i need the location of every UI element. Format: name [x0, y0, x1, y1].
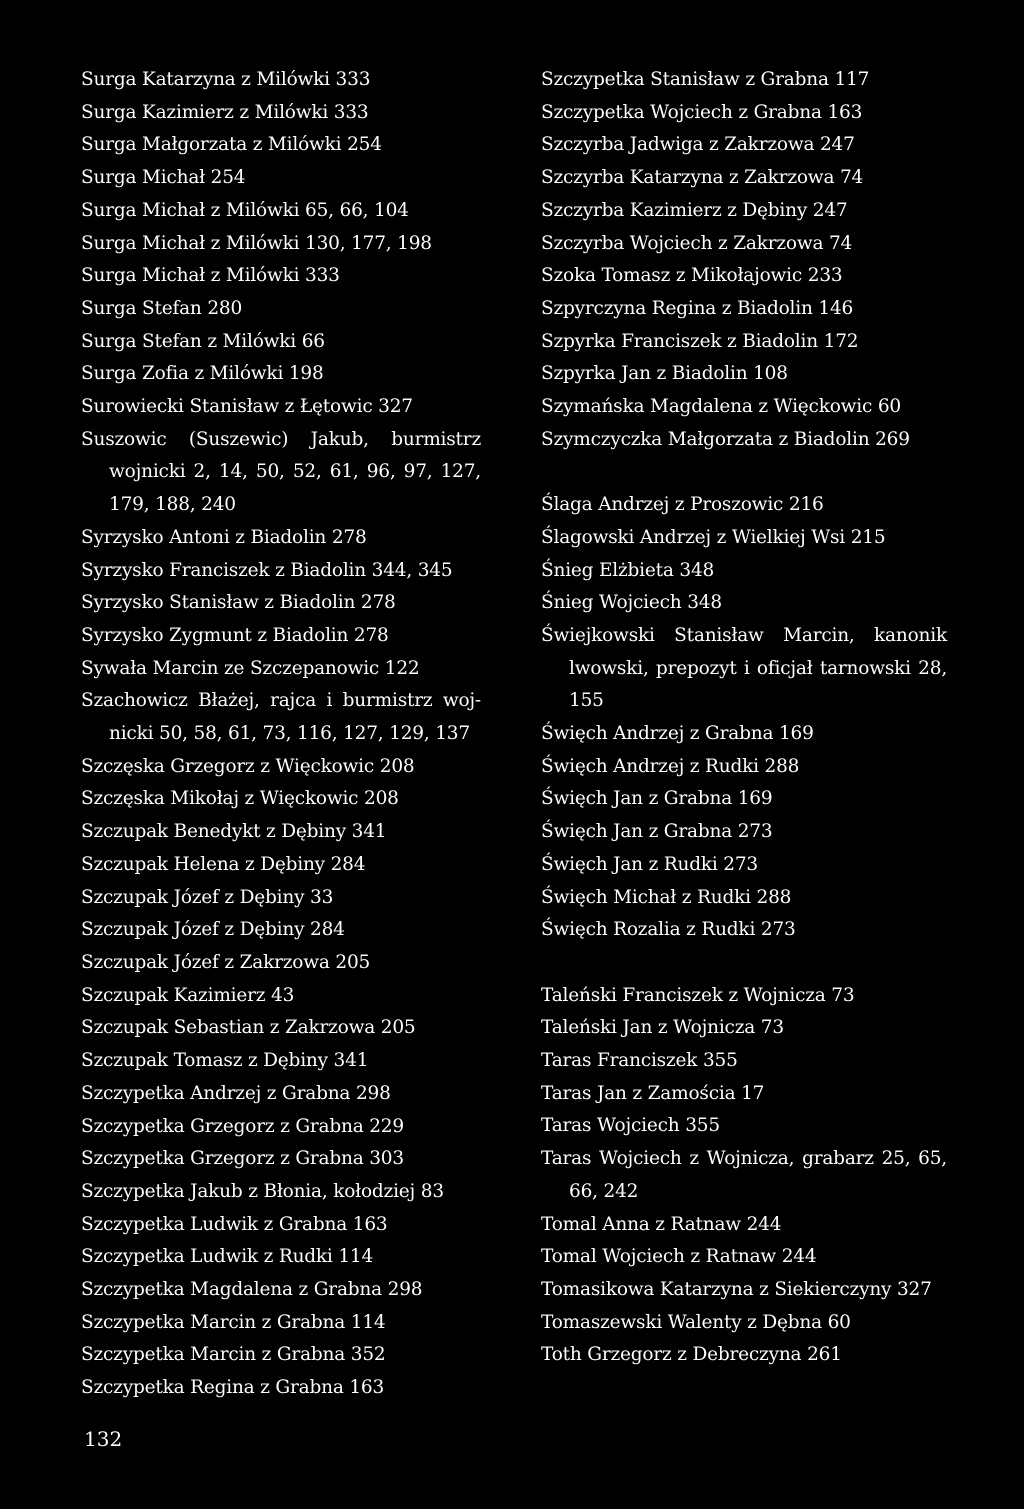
index-entry: Szczypetka Marcin z Grabna 352	[81, 1344, 386, 1366]
index-entry: Szczęska Grzegorz z Więckowic 208	[81, 755, 415, 777]
index-entry: Surga Michał 254	[81, 167, 246, 189]
page-number: 132	[84, 1427, 123, 1451]
index-entry: Surga Zofia z Milówki 198	[81, 363, 324, 385]
section-gap	[541, 456, 947, 489]
index-entry: Szczyrba Wojciech z Zakrzowa 74	[541, 232, 853, 254]
index-entry: Tomaszewski Walenty z Dębna 60	[541, 1311, 851, 1333]
index-entry: Święch Jan z Grabna 169	[541, 788, 773, 810]
index-entry: Szpyrka Franciszek z Biadolin 172	[541, 330, 859, 352]
index-entry: Syrzysko Stanisław z Biadolin 278	[81, 592, 396, 614]
index-entry: Surga Małgorzata z Milówki 254	[81, 134, 382, 156]
index-entry: Szczupak Tomasz z Dębiny 341	[81, 1050, 369, 1072]
index-entry: Święch Jan z Rudki 273	[541, 853, 759, 875]
index-entry: Szczypetka Ludwik z Rudki 114	[81, 1246, 374, 1268]
index-entry: Tomal Wojciech z Ratnaw 244	[541, 1246, 817, 1268]
index-entry: Szczyrba Katarzyna z Zakrzowa 74	[541, 167, 864, 189]
index-entry: Szczypetka Grzegorz z Grabna 229	[81, 1115, 404, 1137]
index-entry: Świejkowski Stanisław Marcin, kanonik lwowski, prepozyt i oficjał tarnowski 28, 155	[541, 624, 947, 712]
index-entry: Szczupak Helena z Dębiny 284	[81, 853, 366, 875]
index-entry: Szczypetka Stanisław z Grabna 117	[541, 69, 870, 90]
index-entry: Szczyrba Kazimierz z Dębiny 247	[541, 199, 848, 221]
index-entry: Święch Andrzej z Rudki 288	[541, 755, 800, 777]
index-entry: Szczypetka Grzegorz z Grabna 303	[81, 1148, 404, 1170]
index-entry: Taras Franciszek 355	[541, 1050, 738, 1072]
right-column	[541, 64, 947, 1372]
index-entry: Tomal Anna z Ratnaw 244	[541, 1213, 782, 1235]
index-entry: Surga Michał z Milówki 65, 66, 104	[81, 199, 409, 221]
index-entry: Szpyrczyna Regina z Biadolin 146	[541, 297, 854, 319]
index-entry: Szczupak Józef z Dębiny 284	[81, 919, 345, 941]
index-entry: Szczupak Józef z Dębiny 33	[81, 886, 334, 908]
index-entry: Szczyrba Jadwiga z Zakrzowa 247	[541, 134, 855, 156]
index-entry: Surga Stefan 280	[81, 297, 243, 319]
index-entry: Syrzysko Franciszek z Biadolin 344, 345	[81, 559, 453, 581]
index-entry: Taras Wojciech 355	[541, 1115, 720, 1137]
index-entry: Szpyrka Jan z Biadolin 108	[541, 363, 788, 385]
index-entry: Syrzysko Antoni z Biadolin 278	[81, 526, 367, 548]
index-entry: Taras Wojciech z Wojnicza, grabarz 25, 65, 66, 242	[541, 1148, 947, 1202]
index-entry: Szczupak Józef z Zakrzowa 205	[81, 951, 371, 973]
index-entry: Święch Andrzej z Grabna 169	[541, 723, 814, 745]
index-entry: Szczypetka Regina z Grabna 163	[81, 1377, 385, 1399]
index-entry: Tomasikowa Katarzyna z Siekierczyny 327	[541, 1278, 932, 1300]
index-entry: Śnieg Wojciech 348	[541, 592, 722, 614]
index-entry: Syrzysko Zygmunt z Biadolin 278	[81, 624, 389, 646]
index-entry: Surga Stefan z Milówki 66	[81, 330, 325, 352]
index-entry: Surga Katarzyna z Milówki 333	[81, 69, 371, 90]
index-entry: Święch Rozalia z Rudki 273	[541, 919, 796, 941]
index-entry: Toth Grzegorz z Debreczyna 261	[541, 1344, 842, 1366]
index-entry: Szczypetka Ludwik z Grabna 163	[81, 1213, 388, 1235]
section-gap	[541, 947, 947, 980]
index-entry: Taleński Jan z Wojnicza 73	[541, 1017, 784, 1039]
index-entry: Sywała Marcin ze Szczepanowic 122	[81, 657, 420, 679]
index-entry: Szoka Tomasz z Mikołajowic 233	[541, 265, 843, 287]
index-entry: Ślagowski Andrzej z Wielkiej Wsi 215	[541, 526, 886, 548]
index-entry: Szczupak Sebastian z Zakrzowa 205	[81, 1017, 416, 1039]
index-entry: Szczypetka Wojciech z Grabna 163	[541, 101, 863, 123]
index-entry: Szczęska Mikołaj z Więckowic 208	[81, 788, 399, 810]
index-entry: Szymańska Magdalena z Więckowic 60	[541, 396, 901, 418]
index-entry: Surowiecki Stanisław z Łętowic 327	[81, 396, 413, 418]
index-entry: Szachowicz Błażej, rajca i burmistrz woj- nicki 50, 58, 61, 73, 116, 127, 129, 137	[81, 690, 481, 745]
index-entry: Szymczyczka Małgorzata z Biadolin 269	[541, 428, 910, 450]
index-entry: Szczupak Kazimierz 43	[81, 984, 295, 1006]
index-entry: Szczypetka Magdalena z Grabna 298	[81, 1279, 423, 1301]
index-entry: Taleński Franciszek z Wojnicza 73	[541, 984, 855, 1006]
index-entry: Śnieg Elżbieta 348	[541, 559, 715, 581]
index-entry: Szczypetka Marcin z Grabna 114	[81, 1311, 386, 1333]
index-entry: Szczupak Benedykt z Dębiny 341	[81, 821, 387, 843]
index-entry: Ślaga Andrzej z Proszowic 216	[541, 494, 824, 516]
index-entry: Surga Michał z Milówki 130, 177, 198	[81, 232, 432, 254]
index-entry: Szczypetka Jakub z Błonia, kołodziej 83	[81, 1180, 444, 1202]
index-entry: Suszowic (Suszewic) Jakub, burmistrz wojnicki 2, 14, 50, 52, 61, 96, 97, 127, 179, 188, 240	[81, 428, 481, 516]
index-entry: Święch Jan z Grabna 273	[541, 821, 773, 843]
index-entry: Surga Kazimierz z Milówki 333	[81, 101, 369, 123]
index-entry: Surga Michał z Milówki 333	[81, 265, 340, 287]
left-column	[81, 64, 481, 1405]
index-entry: Taras Jan z Zamościa 17	[541, 1082, 765, 1104]
index-entry: Szczypetka Andrzej z Grabna 298	[81, 1082, 391, 1104]
index-entry: Święch Michał z Rudki 288	[541, 886, 792, 908]
